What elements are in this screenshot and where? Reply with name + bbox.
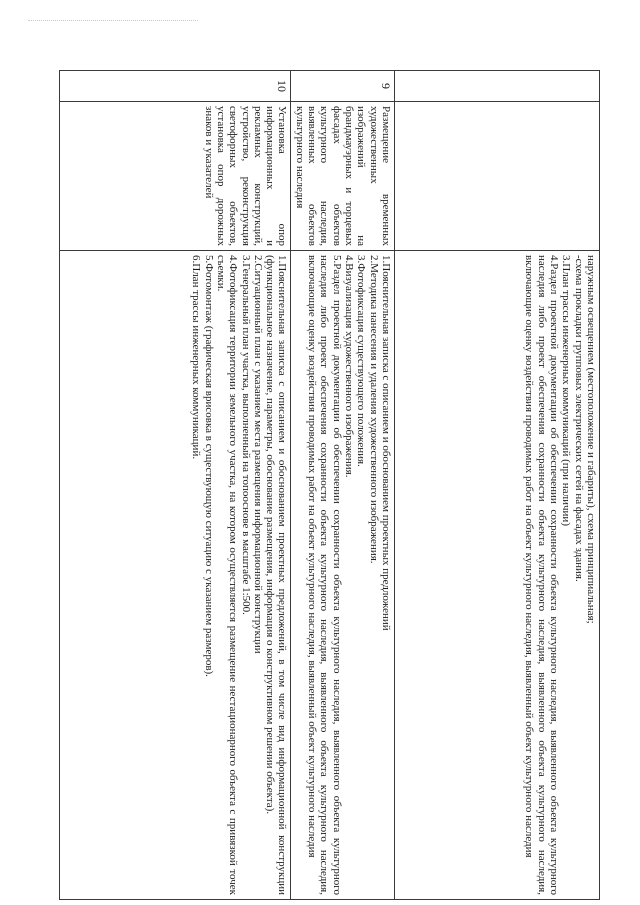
row-content	[291, 251, 395, 900]
row-name: Установка опор информационных и рекламных конструкций, устройство, реконструкция светофорных объектов, установка опор дорожных знаков и указателей	[60, 102, 291, 251]
table-row	[395, 71, 600, 900]
requirements-table	[60, 70, 601, 900]
row-number: 10	[60, 71, 291, 102]
content-line: наружным освещением (местоположение и габариты), схема принципиальная;	[585, 255, 597, 624]
content-line: 5.Фотомонтаж (графическая врисовка в существующую ситуацию с указанием размеров).	[202, 255, 215, 677]
content-line: 4.Раздел проектной документации об обеспечении сохранности объекта культурного наследия, выявленного объекта культурного наследия либо проект обеспечения сохранности объекта культурного наследия, выявленного объекта культурного наследия, включающие оценку воздействия проводимых работ на объект культурного наследия, выявленный объект культурного наследия	[523, 255, 561, 895]
row-number	[395, 71, 600, 102]
content-line: 1.Пояснительная записка с описанием и обоснованием проектных предложений	[380, 255, 392, 631]
row-name	[395, 102, 600, 251]
row-content	[395, 251, 600, 900]
scan-edge-mark	[28, 20, 198, 21]
content-line: 4.Фотофиксация территории земельного участка, на котором осуществляется размещение нестационарного объекта с привязкой точек съемки.	[214, 255, 240, 895]
row-content	[60, 251, 291, 900]
content-line: 3.План трассы инженерных коммуникаций (при наличии)	[560, 255, 573, 526]
content-line: 2.Методика нанесения и удаления художественного изображения.	[367, 255, 380, 564]
content-line: 3.Фотофиксация существующего положения.	[355, 255, 368, 467]
rotated-table-wrapper	[80, 70, 600, 900]
table-row	[60, 71, 291, 900]
content-line: 3.Генеральный план участка, выполненный на топооснове в масштабе 1:500.	[239, 255, 252, 615]
content-line: -схема прокладки групповых электрических сетей на фасадах здания.	[572, 255, 585, 582]
table-row	[291, 71, 395, 900]
content-line: 6.План трассы инженерных коммуникаций.	[190, 255, 203, 460]
row-name: Размещение временных художественных изображений на брандмауэрных и торцевых фасадах объектов культурного наследия, выявленных объектов культурного наследия	[291, 102, 395, 251]
row-number: 9	[291, 71, 395, 102]
content-line: 5.Раздел проектной документации об обеспечении сохранности объекта культурного наследия, выявленного объекта культурного наследия либо проект обеспечения сохранности объекта культурного наследия, выявленного объекта культурного наследия, включающие оценку воздействия проводимых работ на объект культурного наследия, выявленный объект культурного наследия	[306, 255, 343, 895]
content-line: 2.Ситуационный план с указанием места размещения информационной конструкции	[251, 255, 264, 654]
content-line: 1.Пояснительная записка с описанием и обоснованием проектных предложений, в том числе вид информационной конструкции (функциональное назначение, параметры, обоснование размещения, информация о конструктивном решении объекта).	[264, 255, 289, 895]
content-line: 4.Визуализация художественного изображения.	[343, 255, 356, 478]
